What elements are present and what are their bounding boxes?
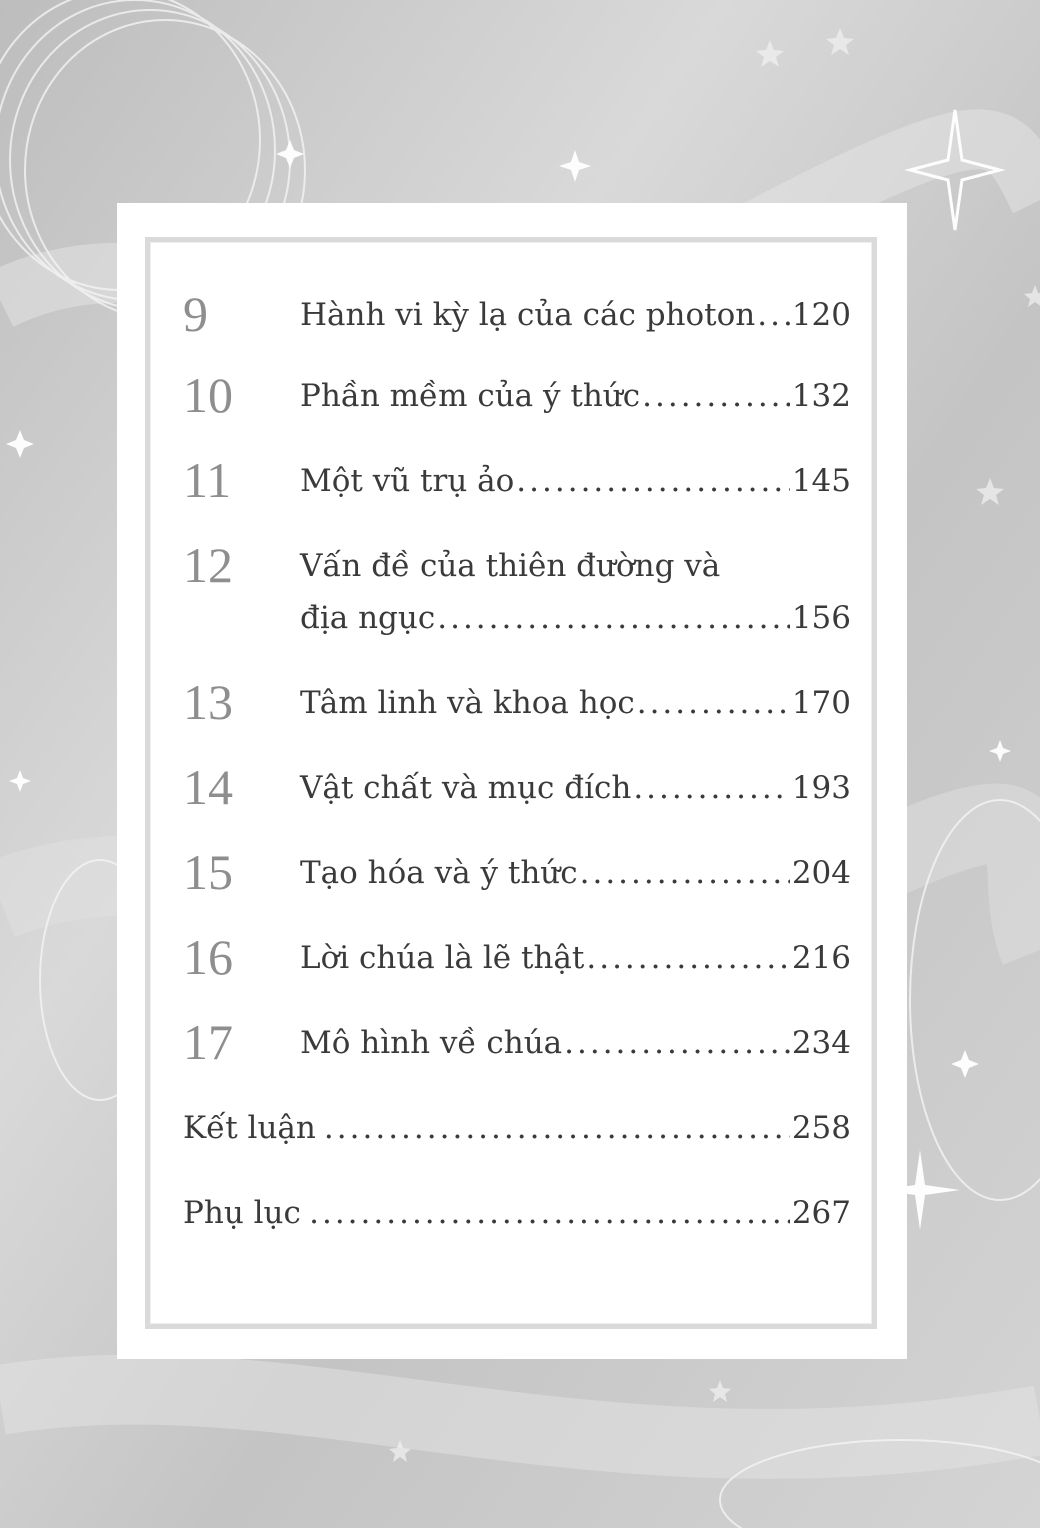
dot-leader [516, 463, 790, 500]
chapter-title: Mô hình về chúa [300, 1025, 563, 1061]
chapter-number: 17 [183, 1014, 233, 1070]
chapter-number: 13 [183, 674, 233, 730]
chapter-number: 9 [183, 286, 208, 342]
chapter-title: Vật chất và mục đích [300, 770, 632, 806]
page-number: 193 [791, 770, 851, 806]
chapter-title: địa ngục [300, 600, 436, 636]
page-number: 234 [791, 1025, 851, 1061]
dot-leader [586, 940, 789, 977]
section-title: Phụ lục [183, 1195, 301, 1231]
chapter-title: Một vũ trụ ảo [300, 463, 515, 499]
page-number: 132 [791, 378, 851, 414]
page-number: 170 [791, 685, 851, 721]
dot-leader [437, 600, 790, 637]
chapter-title: Hành vi kỳ lạ của các photon [300, 297, 756, 333]
chapter-title: Lời chúa là lẽ thật [300, 940, 585, 976]
chapter-number: 14 [183, 759, 233, 815]
page-number: 145 [791, 463, 851, 499]
chapter-number: 15 [183, 844, 233, 900]
toc-card [117, 203, 907, 1359]
page-number: 267 [791, 1195, 851, 1231]
page-number: 258 [791, 1110, 851, 1146]
chapter-title-line1: Vấn đề của thiên đường và [300, 548, 721, 584]
dot-leader [637, 685, 790, 722]
dot-leader [580, 855, 790, 892]
chapter-number: 10 [183, 367, 233, 423]
chapter-title: Tạo hóa và ý thức [300, 855, 578, 891]
page-number: 204 [791, 855, 851, 891]
chapter-number: 11 [183, 452, 232, 508]
chapter-number: 12 [183, 537, 233, 593]
dot-leader [564, 1025, 790, 1062]
page-number: 156 [791, 600, 851, 636]
chapter-number: 16 [183, 929, 233, 985]
chapter-title: Phần mềm của ý thức [300, 378, 641, 414]
dot-leader [633, 770, 790, 807]
dot-leader [309, 1195, 790, 1232]
section-title: Kết luận [183, 1110, 316, 1146]
page-number: 216 [791, 940, 851, 976]
chapter-title: Tâm linh và khoa học [300, 685, 635, 721]
page-number: 120 [791, 297, 851, 333]
dot-leader [324, 1110, 790, 1147]
dot-leader [642, 378, 790, 415]
dot-leader [757, 297, 790, 334]
